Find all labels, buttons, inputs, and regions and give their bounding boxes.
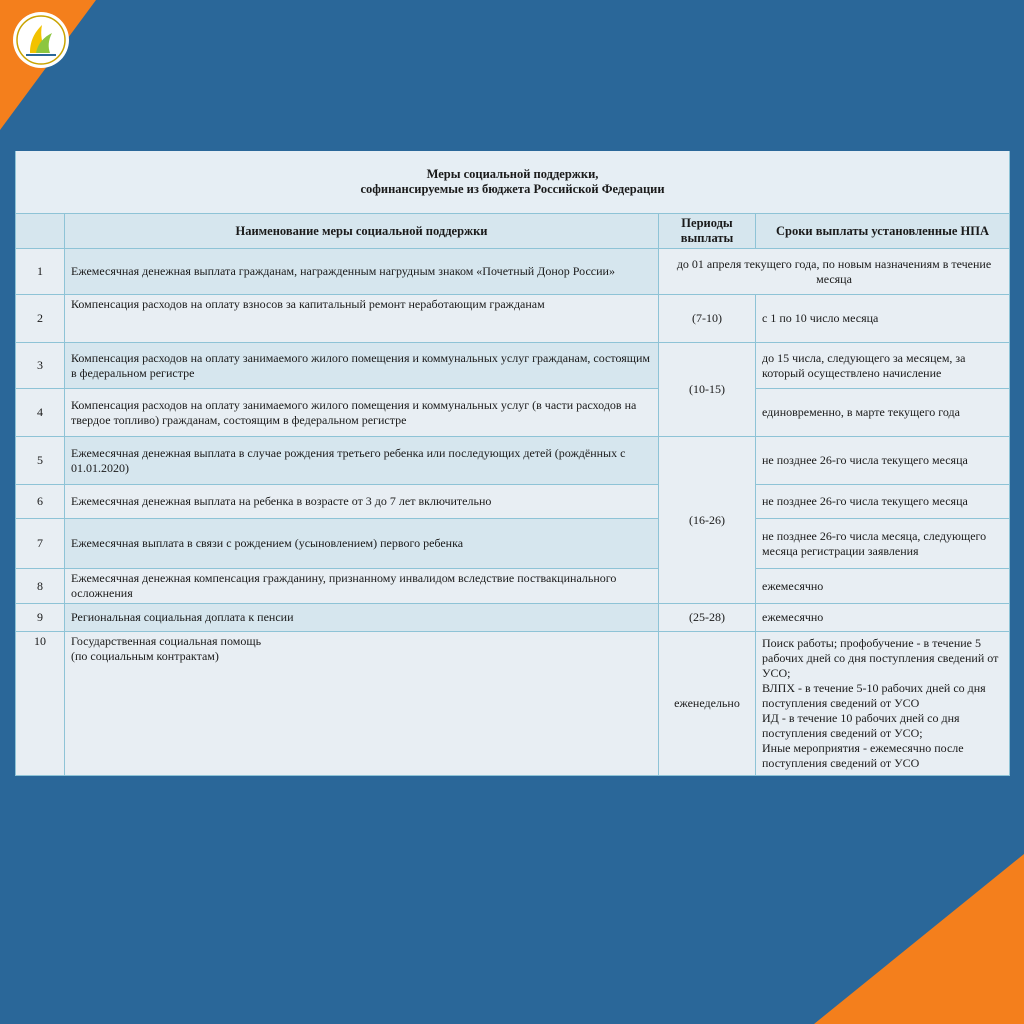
measure-name: Ежемесячная денежная выплата гражданам, награжденным нагрудным знаком «Почетный Донор России» [65, 249, 659, 295]
measure-name: Региональная социальная доплата к пенсии [65, 604, 659, 632]
measure-name: Ежемесячная денежная выплата в случае рождения третьего ребенка или последующих детей (рождённых с 01.01.2020) [65, 437, 659, 485]
payment-terms: не позднее 26-го числа месяца, следующего месяца регистрации заявления [756, 519, 1010, 569]
table-row [16, 569, 1010, 604]
header-num [16, 214, 65, 249]
row-number: 6 [16, 485, 65, 519]
row-number: 4 [16, 389, 65, 437]
terms-line: ВЛПХ - в течение 5-10 рабочих дней со дня поступления сведений от УСО [762, 681, 986, 710]
table-caption [16, 151, 1010, 214]
emblem-logo-icon [12, 11, 70, 69]
payment-period: (25-28) [659, 604, 756, 632]
payment-period: еженедельно [659, 632, 756, 776]
payment-terms: единовременно, в марте текущего года [756, 389, 1010, 437]
header-terms: Сроки выплаты установленные НПА [756, 214, 1010, 249]
table-row [16, 604, 1010, 632]
measure-name: Ежемесячная выплата в связи с рождением (усыновлением) первого ребенка [65, 519, 659, 569]
header-period-line-1: Периоды [681, 216, 733, 230]
table-row [16, 632, 1010, 776]
payment-period: (16-26) [659, 437, 756, 604]
corner-decoration-bottom-right [814, 854, 1024, 1024]
payment-terms: ежемесячно [756, 604, 1010, 632]
header-period-line-2: выплаты [680, 231, 734, 245]
table-row [16, 295, 1010, 343]
measure-name-line-1: Государственная социальная помощь [71, 634, 262, 648]
row-number: 3 [16, 343, 65, 389]
support-measures-table [15, 151, 1010, 776]
measure-name [65, 632, 659, 776]
table-row [16, 389, 1010, 437]
row-number: 5 [16, 437, 65, 485]
payment-terms: до 01 апреля текущего года, по новым назначениям в течение месяца [659, 249, 1010, 295]
measure-name: Компенсация расходов на оплату занимаемого жилого помещения и коммунальных услуг (в части расходов на твердое топливо) гражданам, состоящим в федеральном регистре [65, 389, 659, 437]
payment-terms: ежемесячно [756, 569, 1010, 604]
table-row [16, 437, 1010, 485]
row-number: 7 [16, 519, 65, 569]
measure-name: Ежемесячная денежная выплата на ребенка в возрасте от 3 до 7 лет включительно [65, 485, 659, 519]
table-row [16, 485, 1010, 519]
measure-name: Компенсация расходов на оплату взносов за капитальный ремонт неработающим гражданам [65, 295, 659, 343]
payment-terms: до 15 числа, следующего за месяцем, за который осуществлено начисление [756, 343, 1010, 389]
caption-line-1: Меры социальной поддержки, [426, 167, 599, 181]
payment-terms: с 1 по 10 число месяца [756, 295, 1010, 343]
payment-terms [756, 632, 1010, 776]
measure-name: Ежемесячная денежная компенсация гражданину, признанному инвалидом вследствие поствакцинального осложнения [65, 569, 659, 604]
row-number: 10 [16, 632, 65, 776]
header-row [16, 214, 1010, 249]
payment-terms: не позднее 26-го числа текущего месяца [756, 437, 1010, 485]
measure-name-line-2: (по социальным контрактам) [71, 649, 219, 663]
row-number: 1 [16, 249, 65, 295]
measure-name: Компенсация расходов на оплату занимаемого жилого помещения и коммунальных услуг гражданам, состоящим в федеральном регистре [65, 343, 659, 389]
row-number: 9 [16, 604, 65, 632]
table-row [16, 343, 1010, 389]
row-number: 8 [16, 569, 65, 604]
payment-terms: не позднее 26-го числа текущего месяца [756, 485, 1010, 519]
table-row [16, 249, 1010, 295]
header-name: Наименование меры социальной поддержки [65, 214, 659, 249]
row-number: 2 [16, 295, 65, 343]
payment-period: (10-15) [659, 343, 756, 437]
terms-line: Иные мероприятия - ежемесячно после поступления сведений от УСО [762, 741, 964, 770]
terms-line: Поиск работы; профобучение - в течение 5 рабочих дней со дня поступления сведений от УСО; [762, 636, 999, 680]
table-row [16, 519, 1010, 569]
caption-line-2: софинансируемые из бюджета Российской Федерации [360, 182, 665, 196]
header-period [659, 214, 756, 249]
payment-period: (7-10) [659, 295, 756, 343]
terms-line: ИД - в течение 10 рабочих дней со дня поступления сведений от УСО; [762, 711, 960, 740]
support-measures-table-container [15, 151, 1009, 776]
